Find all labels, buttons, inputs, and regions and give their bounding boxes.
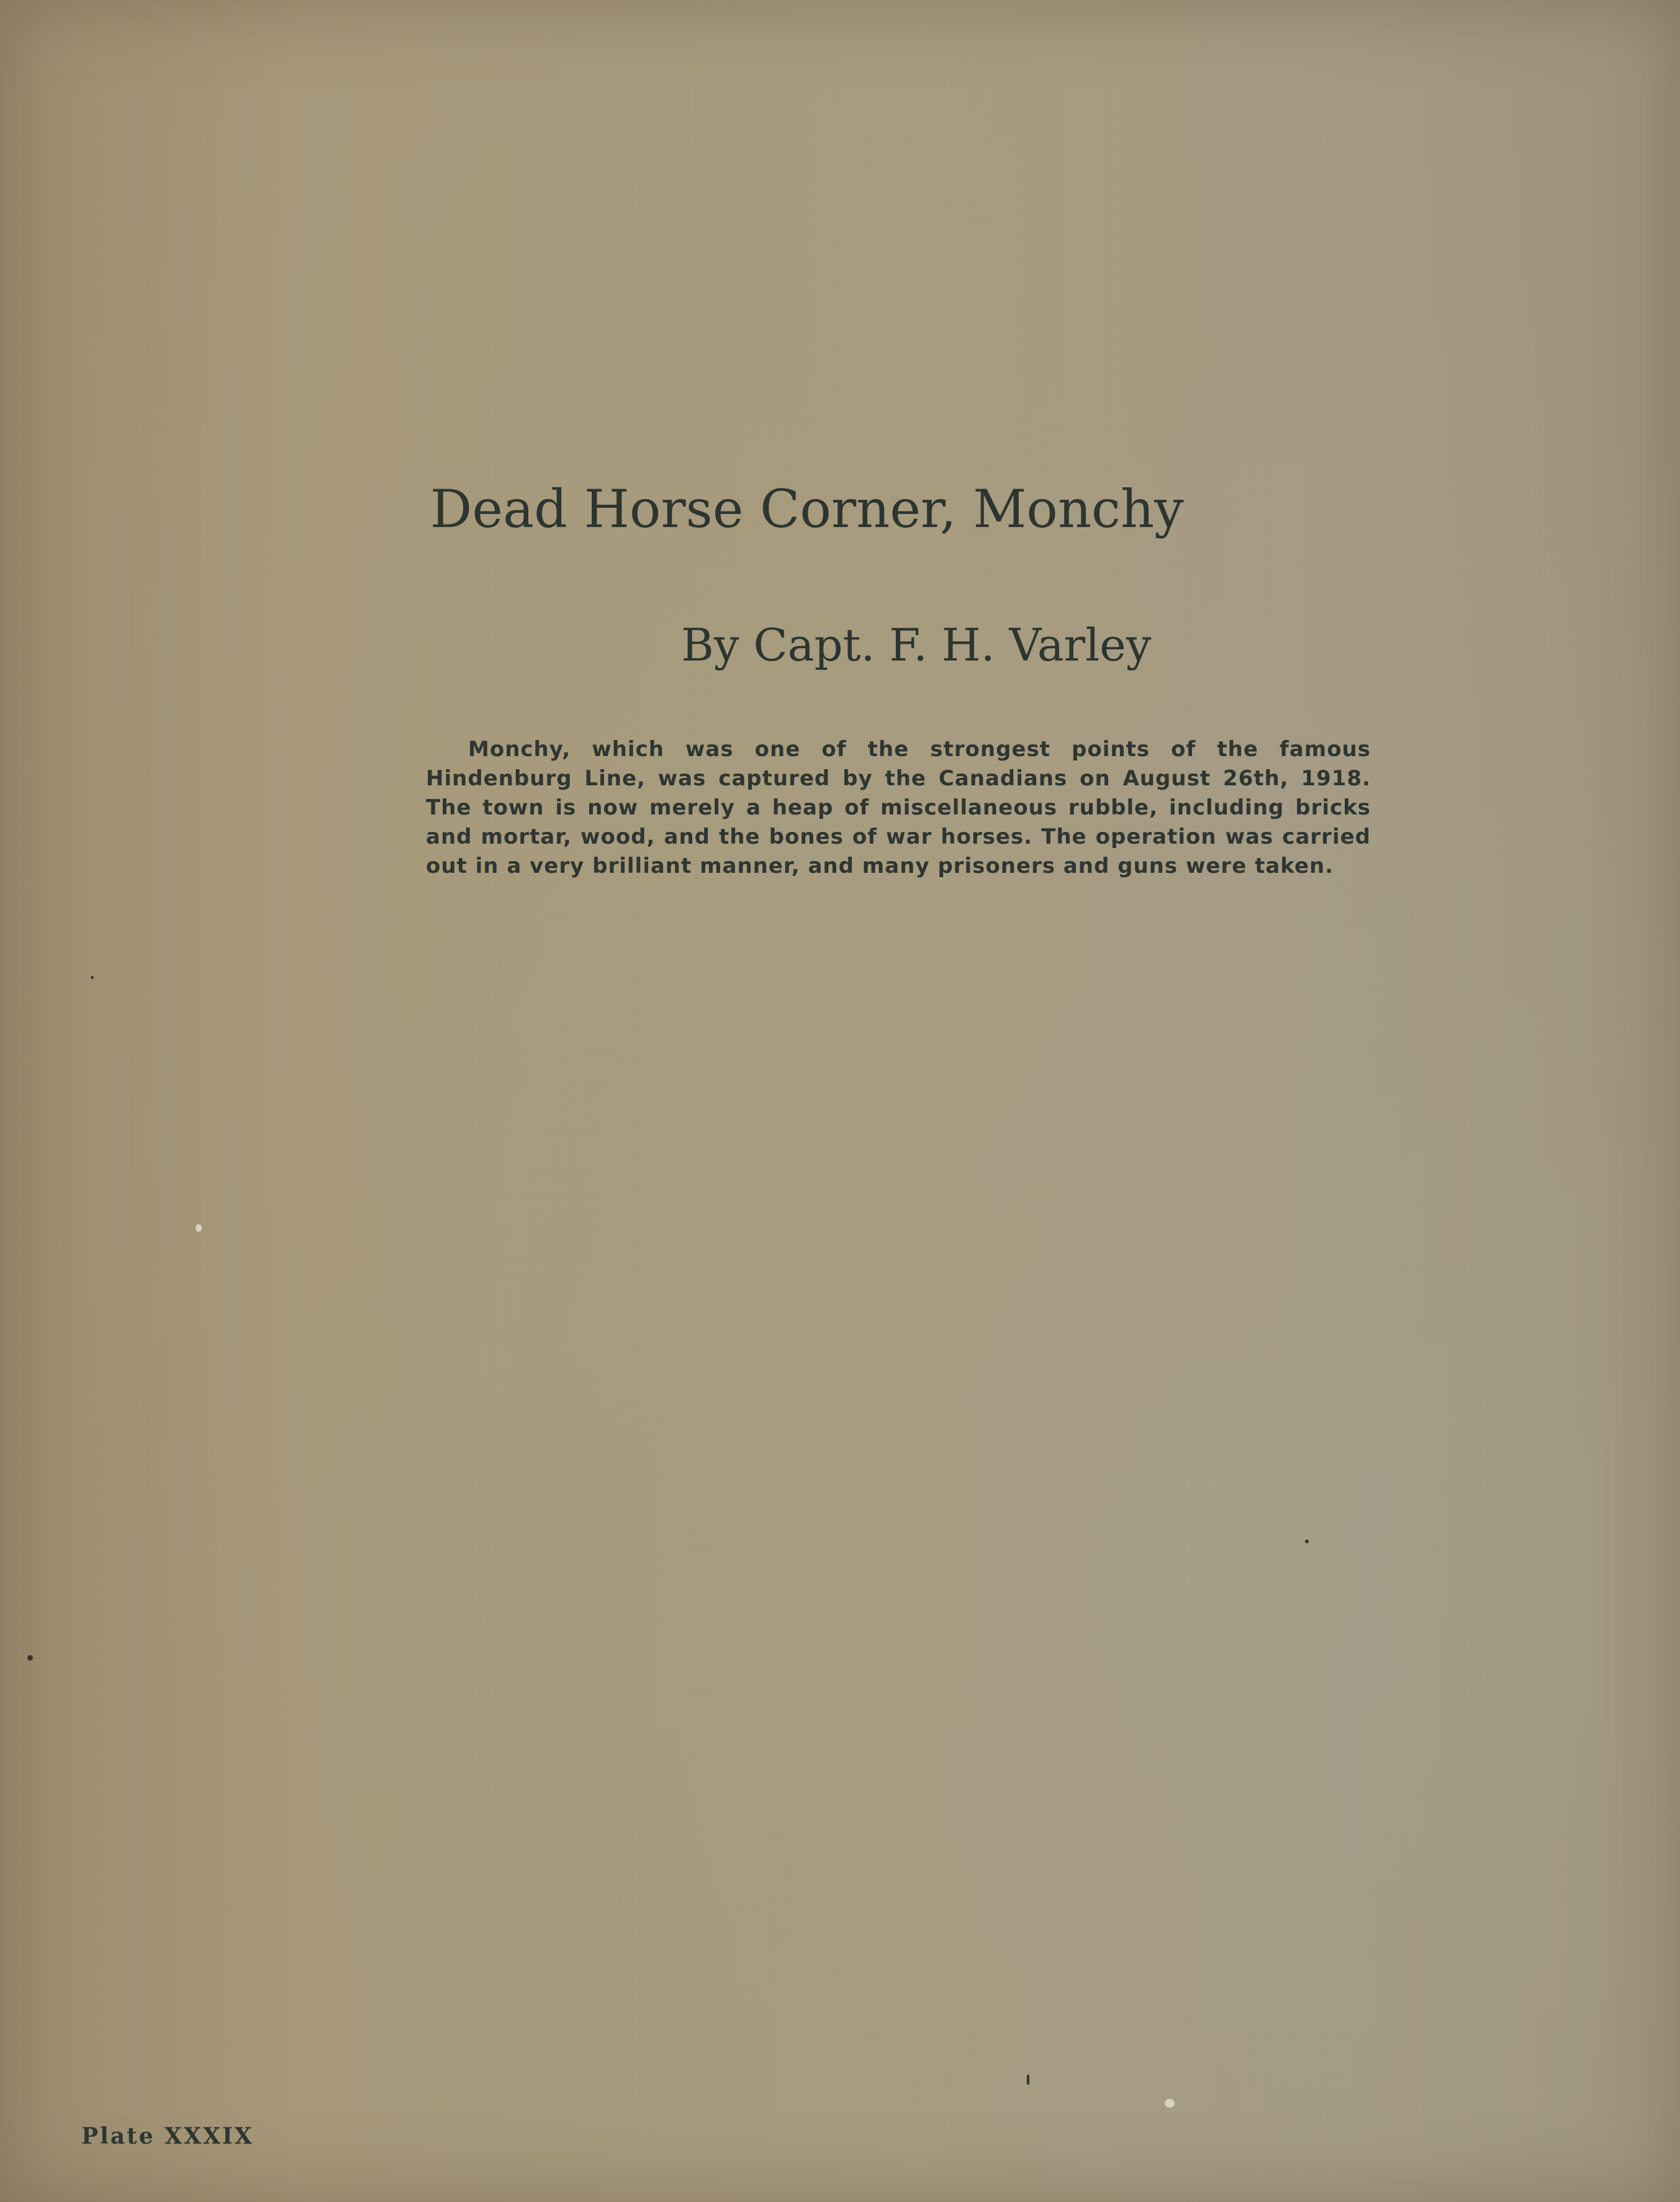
paper-speck xyxy=(1165,2099,1175,2108)
description-paragraph: Monchy, which was one of the strongest points of the famous Hindenburg Line, was captured by the Canadians on August 26th, 1918. The town is now merely a heap of miscellaneous rubble, including bricks and mortar, wood, and the bones of war horses. The operation was carried out in a very brilliant manner, and many prisoners and guns were taken. xyxy=(426,737,1371,878)
paper-speck xyxy=(1027,2075,1029,2085)
page-title: Dead Horse Corner, Monchy xyxy=(430,479,1184,539)
paper-speck xyxy=(27,1655,33,1661)
paper-speck xyxy=(1305,1540,1309,1543)
author-byline: By Capt. F. H. Varley xyxy=(681,619,1152,671)
paper-speck xyxy=(196,1224,202,1232)
plate-number-label: Plate XXXIX xyxy=(81,2123,254,2149)
paper-speck xyxy=(91,976,94,979)
